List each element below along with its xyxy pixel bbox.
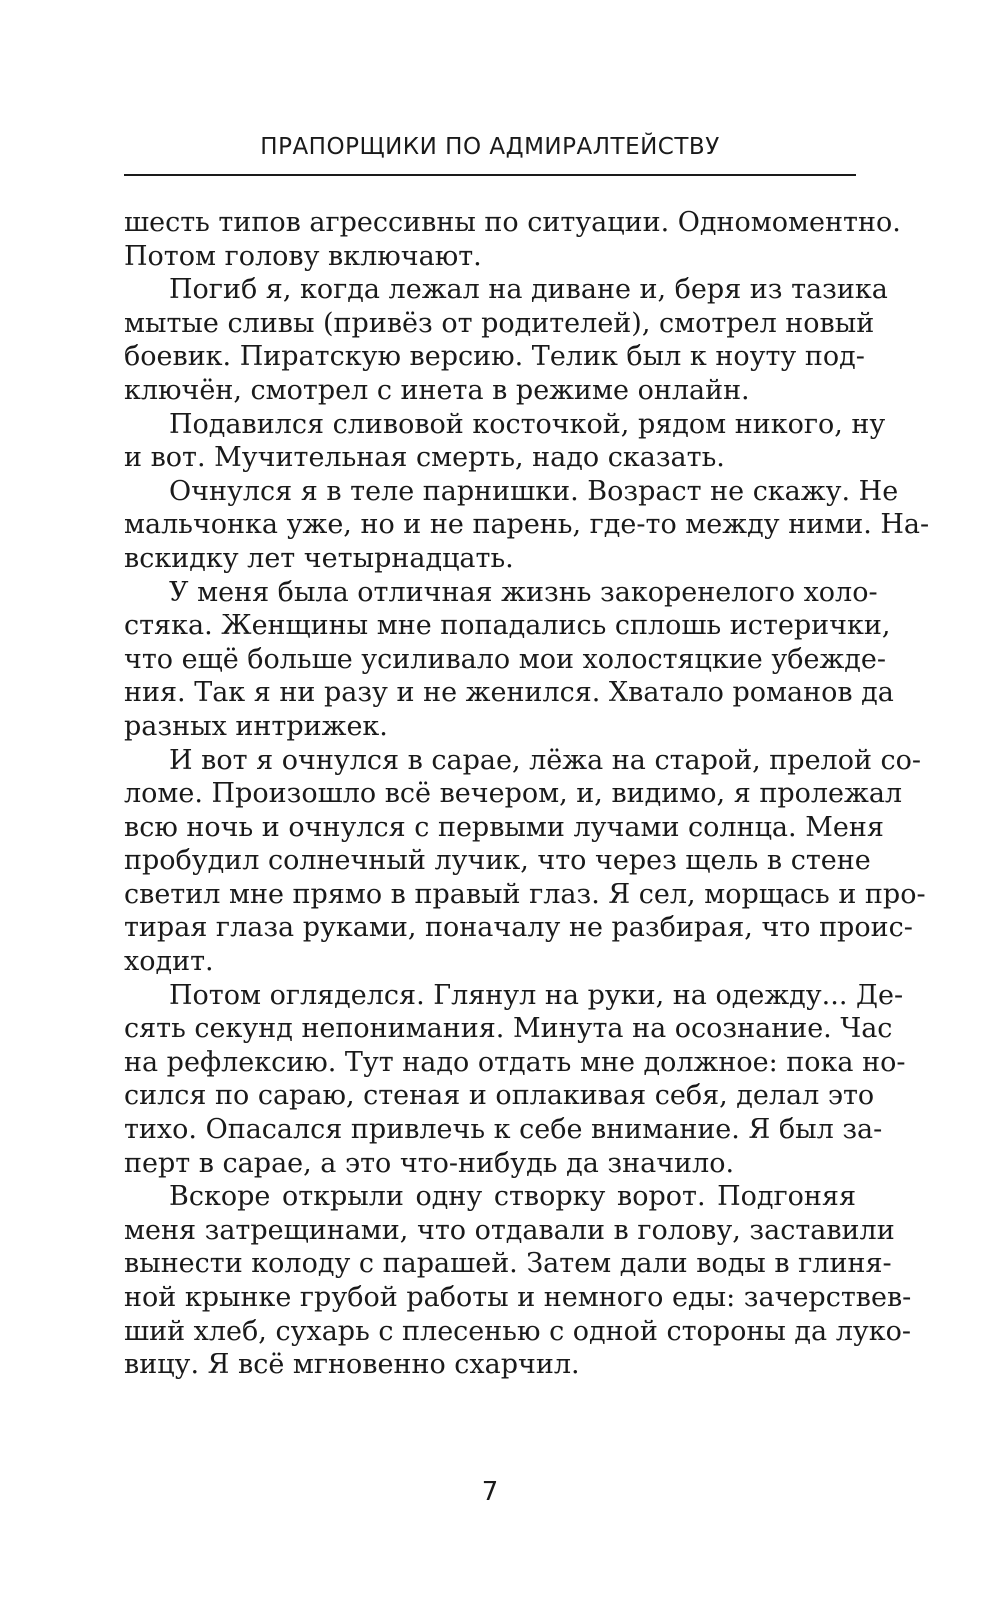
text-line: мытые сливы (привёз от родителей), смотрел новый — [124, 307, 875, 339]
text-line: И вот я очнулся в сарае, лёжа на старой, прелой со- — [169, 744, 922, 776]
text-line: всю ночь и очнулся с первыми лучами солнца. Меня — [124, 811, 884, 843]
text-line: меня затрещинами, что отдавали в голову, заставили — [124, 1214, 895, 1246]
text-line: сился по сараю, стеная и оплакивая себя, делал это — [124, 1080, 875, 1112]
text-line: и вот. Мучительная смерть, надо сказать. — [124, 442, 725, 474]
text-line: вынести колоду с парашей. Затем дали воды в глиня- — [124, 1248, 892, 1280]
text-line: У меня была отличная жизнь закоренелого холо- — [169, 576, 878, 608]
running-head: ПРАПОРЩИКИ ПО АДМИРАЛТЕЙСТВУ — [260, 134, 720, 160]
text-line: вицу. Я всё мгновенно схарчил. — [124, 1349, 580, 1381]
paragraph — [124, 1180, 912, 1382]
text-line: сять секунд непонимания. Минута на осознание. Час — [124, 1013, 893, 1045]
text-line: Потом голову включают. — [124, 240, 482, 272]
text-line: Подавился сливовой косточкой, рядом никого, ну — [169, 408, 886, 440]
text-line: вскидку лет четырнадцать. — [124, 542, 514, 574]
text-line: Потом огляделся. Глянул на руки, на одежду... Де- — [169, 979, 904, 1011]
text-line: ходит. — [124, 946, 214, 978]
paragraph — [124, 273, 888, 407]
paragraph — [124, 408, 886, 475]
text-line: ломе. Произошло всё вечером, и, видимо, я пролежал — [124, 778, 903, 810]
text-line: Очнулся я в теле парнишки. Возраст не скажу. Не — [169, 475, 899, 507]
text-line: ния. Так я ни разу и не женился. Хватало романов да — [124, 677, 894, 709]
text-line: ший хлеб, сухарь с плесенью с одной стороны да луко- — [124, 1315, 911, 1347]
text-line: тирая глаза руками, поначалу не разбирая, что проис- — [124, 912, 913, 944]
text-line: перт в сарае, а это что-нибудь да значило. — [124, 1147, 735, 1179]
text-line: стяка. Женщины мне попадались сплошь истерички, — [124, 610, 891, 642]
text-line: Вскоре открыли одну створку ворот. Подгоняя — [169, 1181, 856, 1213]
text-line: разных интрижек. — [124, 710, 388, 742]
text-line: что ещё больше усиливало мои холостяцкие убежде- — [124, 643, 887, 675]
text-line: ной крынке грубой работы и немного еды: зачерствев- — [124, 1282, 912, 1313]
text-line: тихо. Опасался привлечь к себе внимание. Я был за- — [124, 1114, 883, 1146]
text-line: светил мне прямо в правый глаз. Я сел, морщась и про- — [124, 878, 926, 910]
paragraph — [124, 475, 930, 576]
text-line: мальчонка уже, но и не парень, где-то между ними. На- — [124, 509, 930, 541]
text-line: боевик. Пиратскую версию. Телик был к ноуту под- — [124, 341, 865, 373]
paragraph — [124, 576, 894, 744]
paragraph — [124, 979, 906, 1181]
text-line: пробудил солнечный лучик, что через щель в стене — [124, 845, 871, 877]
header-rule — [124, 174, 856, 176]
text-line: Погиб я, когда лежал на диване и, беря из тазика — [169, 274, 888, 306]
paragraph — [124, 206, 901, 273]
paragraph — [124, 744, 926, 979]
page-number: 7 — [481, 1477, 499, 1507]
text-line: шесть типов агрессивны по ситуации. Одномоментно. — [124, 207, 901, 238]
text-line: на рефлексию. Тут надо отдать мне должное: пока но- — [124, 1046, 906, 1078]
body-text — [124, 206, 930, 1382]
text-line: ключён, смотрел с инета в режиме онлайн. — [124, 374, 750, 406]
